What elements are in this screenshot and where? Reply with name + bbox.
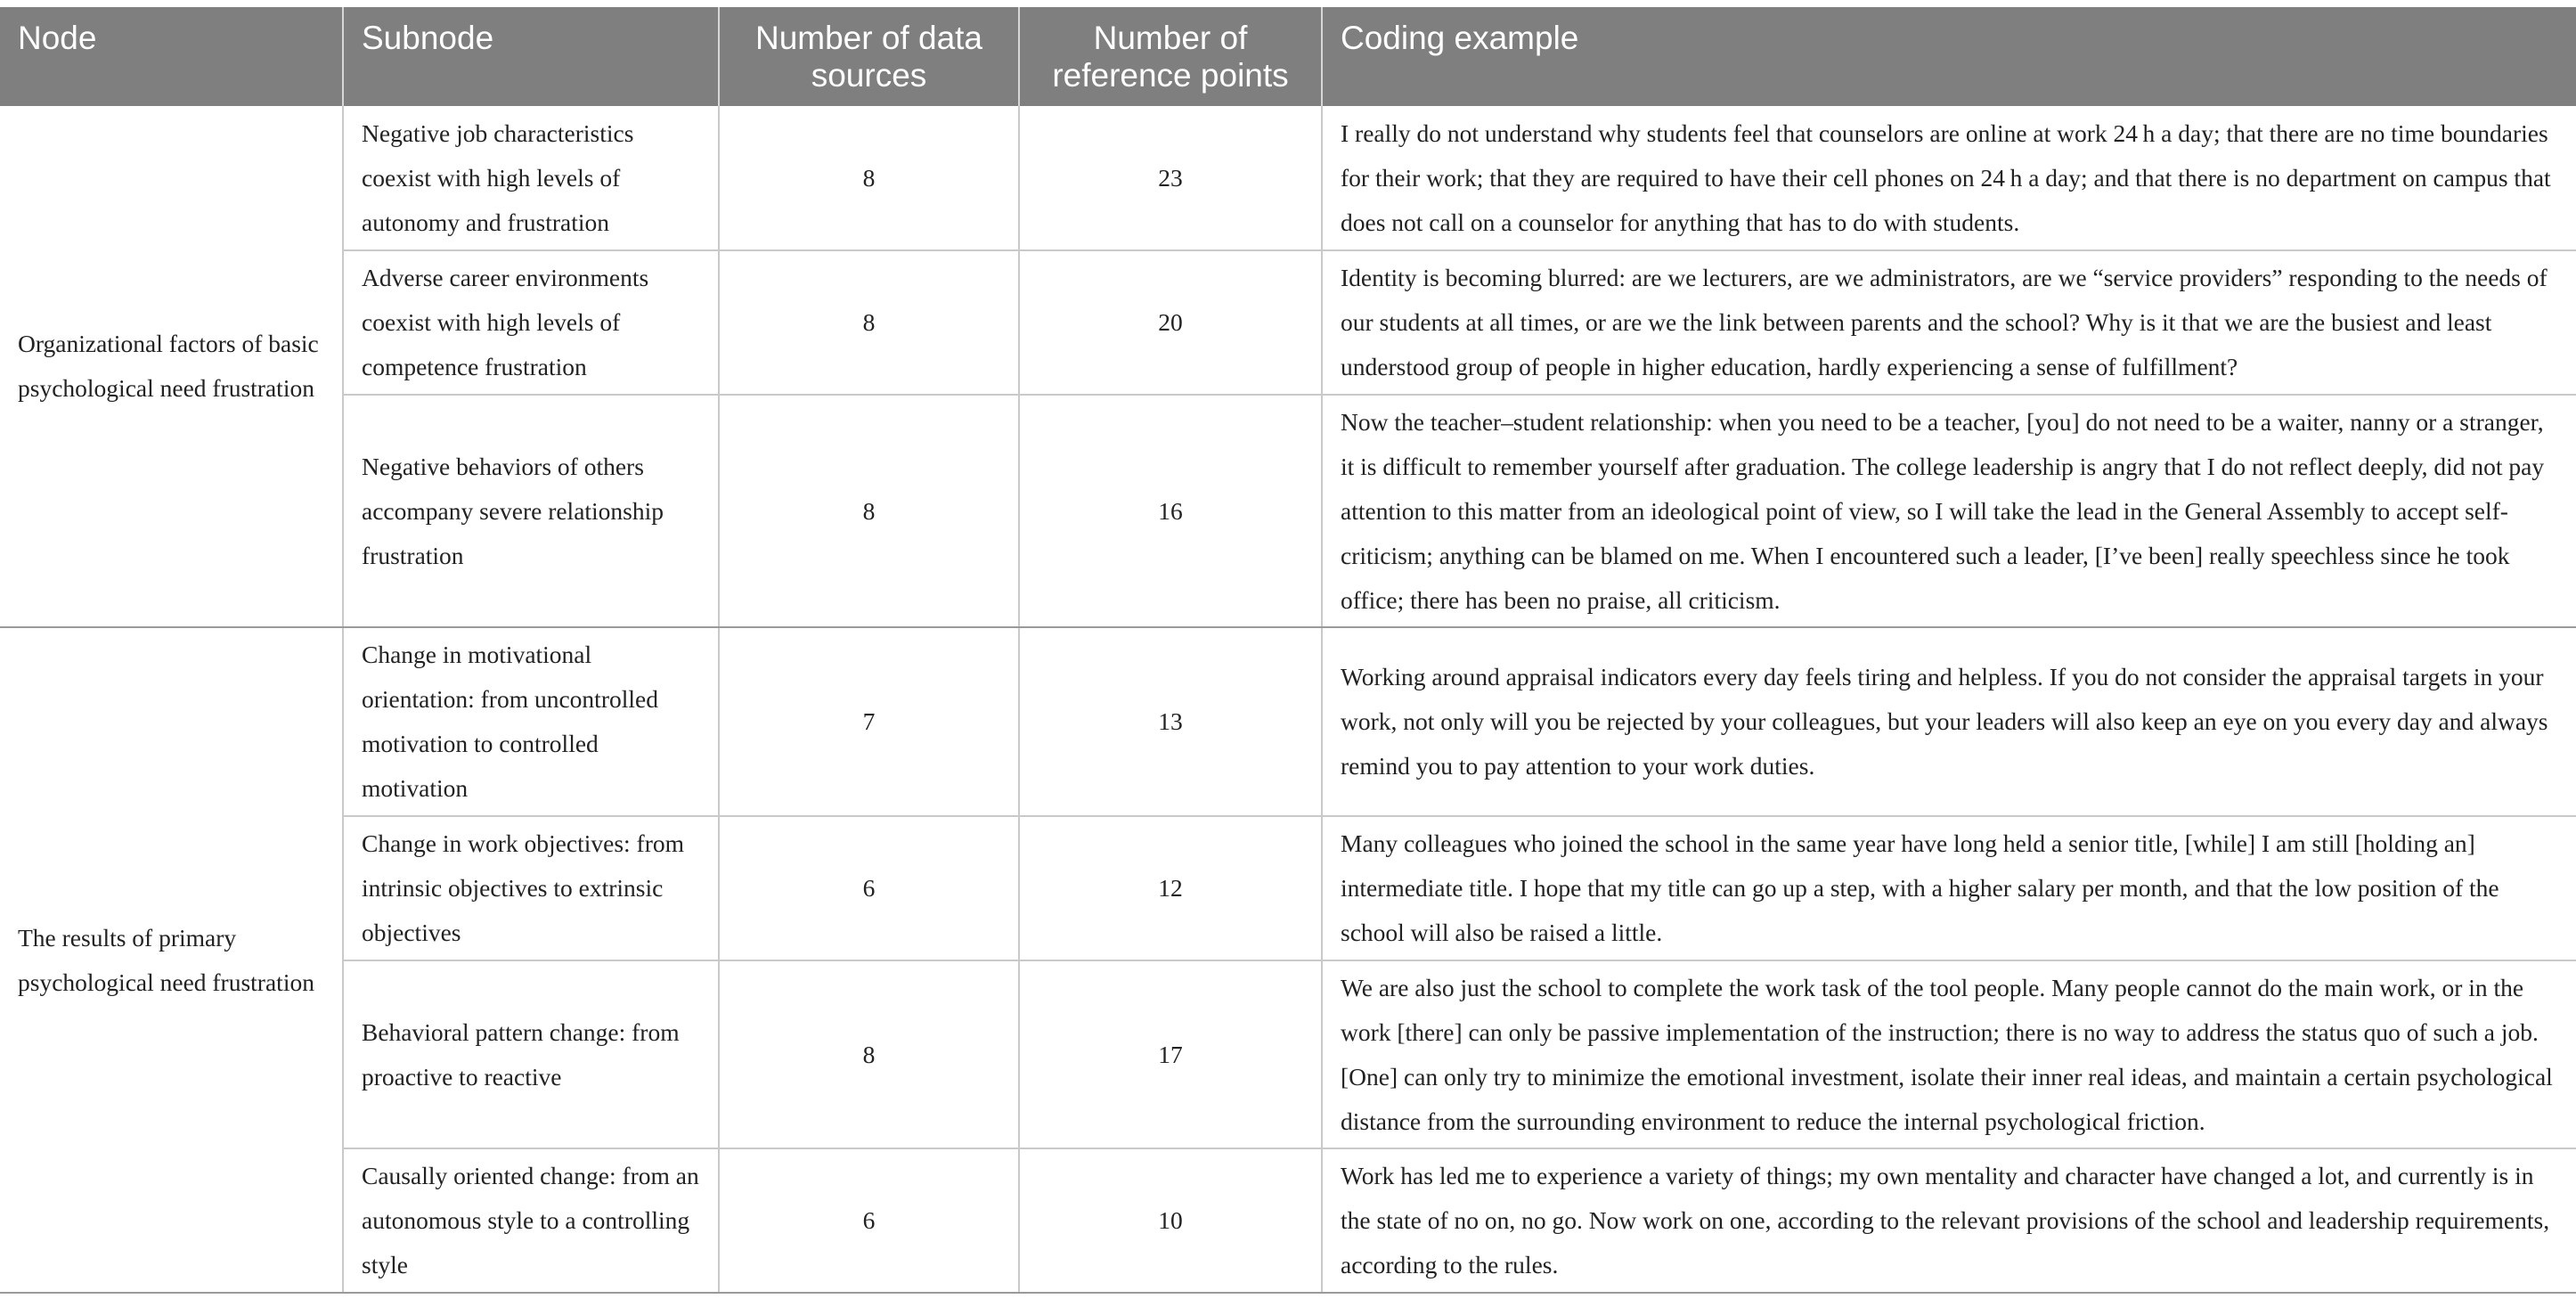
- data-sources-cell: 6: [719, 1148, 1019, 1293]
- coding-example-cell: Work has led me to experience a variety of things; my own mentality and character have changed a lot, and currently is in the state of no on, no go. Now work on one, according to the relevant provisions of the school and leadership requirements, according to the rules.: [1322, 1148, 2576, 1293]
- reference-points-cell: 17: [1019, 960, 1322, 1148]
- reference-points-cell: 13: [1019, 627, 1322, 816]
- data-sources-cell: 8: [719, 395, 1019, 627]
- data-sources-cell: 6: [719, 816, 1019, 960]
- subnode-cell: Negative job characteristics coexist with high levels of autonomy and frustration: [343, 106, 719, 250]
- header-node: Node: [0, 7, 343, 106]
- header-coding-example: Coding example: [1322, 7, 2576, 106]
- data-sources-cell: 7: [719, 627, 1019, 816]
- table-row: [0, 960, 2576, 1148]
- header-subnode: Subnode: [343, 7, 719, 106]
- reference-points-cell: 23: [1019, 106, 1322, 250]
- table-row: [0, 1148, 2576, 1293]
- reference-points-cell: 10: [1019, 1148, 1322, 1293]
- data-sources-cell: 8: [719, 106, 1019, 250]
- subnode-cell: Causally oriented change: from an autonomous style to a controlling style: [343, 1148, 719, 1293]
- reference-points-cell: 20: [1019, 250, 1322, 395]
- node-cell: The results of primary psychological need frustration: [0, 627, 343, 1293]
- coding-example-cell: Working around appraisal indicators every day feels tiring and helpless. If you do not consider the appraisal targets in your work, not only will you be rejected by your colleagues, but your leaders will also keep an eye on you every day and always remind you to pay attention to your work duties.: [1322, 627, 2576, 816]
- subnode-cell: Change in work objectives: from intrinsic objectives to extrinsic objectives: [343, 816, 719, 960]
- subnode-cell: Change in motivational orientation: from uncontrolled motivation to controlled motivation: [343, 627, 719, 816]
- reference-points-cell: 12: [1019, 816, 1322, 960]
- data-sources-cell: 8: [719, 960, 1019, 1148]
- table-row: [0, 395, 2576, 627]
- subnode-cell: Negative behaviors of others accompany severe relationship frustration: [343, 395, 719, 627]
- coding-example-cell: Now the teacher–student relationship: when you need to be a teacher, [you] do not need to be a waiter, nanny or a stranger, it is difficult to remember yourself after graduation. The college leadership is angry that I do not reflect deeply, did not pay attention to this matter from an ideological point of view, so I will take the lead in the General Assembly to accept self-criticism; anything can be blamed on me. When I encountered such a leader, [I’ve been] really speechless since he took office; there has been no praise, all criticism.: [1322, 395, 2576, 627]
- data-sources-cell: 8: [719, 250, 1019, 395]
- table-row: [0, 106, 2576, 250]
- coding-example-cell: Many colleagues who joined the school in the same year have long held a senior title, [while] I am still [holding an] intermediate title. I hope that my title can go up a step, with a higher salary per month, and that the low position of the school will also be raised a little.: [1322, 816, 2576, 960]
- header-reference-points: Number of reference points: [1019, 7, 1322, 106]
- coding-example-cell: Identity is becoming blurred: are we lecturers, are we administrators, are we “service providers” responding to the needs of our students at all times, or are we the link between parents and the school? Why is it that we are the busiest and least understood group of people in higher education, hardly experiencing a sense of fulfillment?: [1322, 250, 2576, 395]
- table-body: [0, 106, 2576, 1293]
- coding-table: [0, 7, 2576, 1294]
- coding-example-cell: We are also just the school to complete the work task of the tool people. Many people cannot do the main work, or in the work [there] can only be passive implementation of the instruction; there is no way to address the status quo of such a job. [One] can only try to minimize the emotional investment, isolate their inner real ideas, and maintain a certain psychological distance from the surrounding environment to reduce the internal psychological friction.: [1322, 960, 2576, 1148]
- table-row: [0, 250, 2576, 395]
- table-row: [0, 816, 2576, 960]
- subnode-cell: Adverse career environments coexist with high levels of competence frustration: [343, 250, 719, 395]
- header-data-sources: Number of data sources: [719, 7, 1019, 106]
- table-header: [0, 7, 2576, 106]
- node-cell: Organizational factors of basic psychological need frustration: [0, 106, 343, 627]
- table-row: [0, 627, 2576, 816]
- subnode-cell: Behavioral pattern change: from proactive to reactive: [343, 960, 719, 1148]
- coding-example-cell: I really do not understand why students feel that counselors are online at work 24 h a day; that there are no time boundaries for their work; that they are required to have their cell phones on 24 h a day; and that there is no department on campus that does not call on a counselor for anything that has to do with students.: [1322, 106, 2576, 250]
- reference-points-cell: 16: [1019, 395, 1322, 627]
